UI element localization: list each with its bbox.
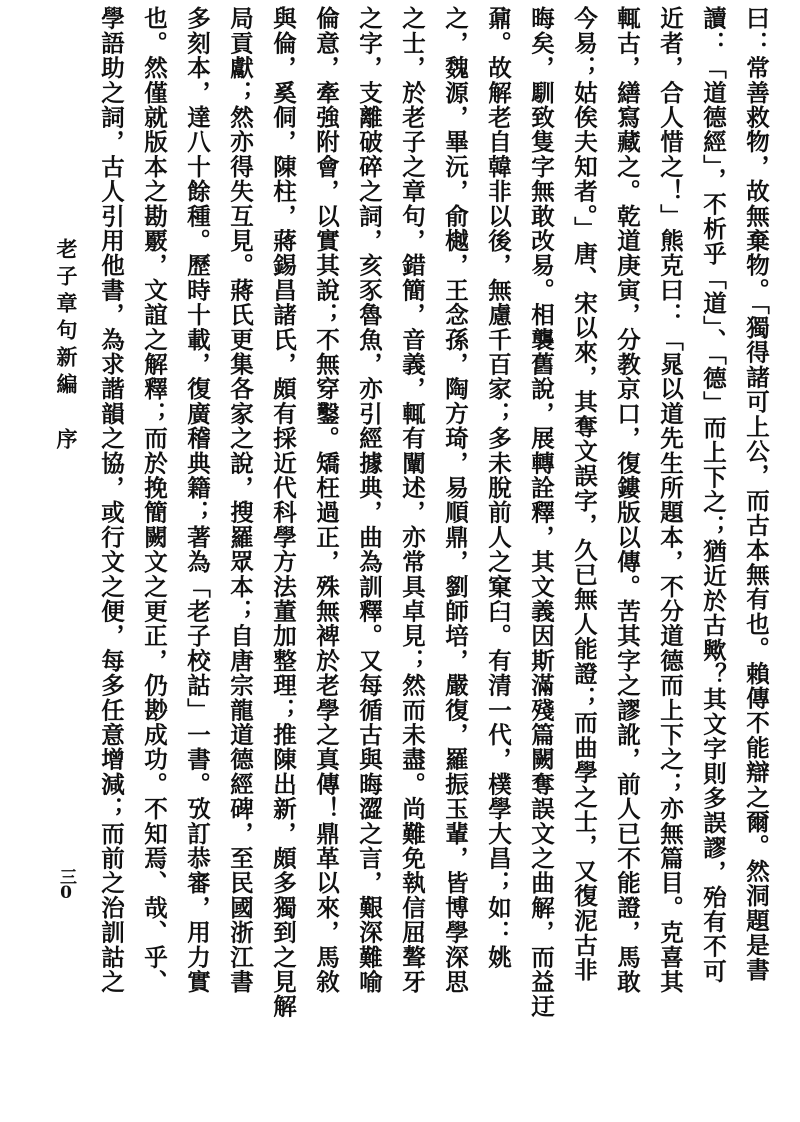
text-column: 學語助之詞，古人引用他書，為求諧韻之協，或行文之便，每多任意增減；而前之治訓詁之	[97, 6, 125, 994]
text-column: 局貢獻；然亦得失互見。蔣氏更集各家之說，搜羅眾本；自唐宗龍道德經碑，至民國浙江書	[226, 6, 254, 994]
text-column: 倫意，牽強附會，以實其說；不無穿鑿。矯枉過正，殊無裨於老學之真傳！鼎革以來，馬敘	[312, 6, 340, 994]
text-column: 曰：常善救物，故無棄物。「獨得諸可上公，而古本無有也。賴傳不能辯之爾。然洞題是書	[742, 6, 770, 983]
page-number: 三0	[56, 868, 76, 901]
text-column: 輒古，繕寫藏之。乾道庚寅，分教京口，復鏤版以傳。苦其字之謬訛，前人已不能證，馬敢	[613, 6, 641, 994]
book-title: 老子章句新編	[54, 238, 79, 400]
text-column: 今易；姑俟夫知者。」唐、宋以來，其奪文誤字，久已無人能證；而曲學之士，又復泥古非	[570, 6, 598, 983]
section-label: 序	[54, 428, 79, 449]
text-column: 之士，於老子之章句，錯簡，音義，輒有闡述，亦常具卓見；然而未盡。尚難免執信屈聱牙	[398, 6, 426, 994]
text-column: 晦矣，馴致隻字無敢改易。相襲舊說，展轉詮釋，其文義因斯滿殘篇闕奪誤文之曲解，而益迂	[527, 6, 555, 1019]
text-column: 近者，合人惜之！」熊克曰：「晁以道先生所題本，不分道德而上下之；亦無篇目。克喜其	[656, 6, 684, 994]
text-column: 鼐。故解老自韓非以後，無慮千百家；多未脫前人之窠臼。有清一代，樸學大昌；如：姚	[484, 6, 512, 970]
text-column: 讀：「道德經」，不析乎「道」、「德」而上下之；猶近於古歟？其文字則多誤謬，殆有不可	[699, 6, 727, 984]
text-column: 之字，支離破碎之詞，亥豕魯魚，亦引經據典，曲為訓釋。又每循古與晦澀之言，艱深難喻	[355, 6, 383, 994]
text-column: 之，魏源，畢沅，俞樾，王念孫，陶方琦，易順鼎，劉師培，嚴復，羅振玉輩，皆博學深思	[441, 6, 469, 994]
text-column: 與倫，奚侗，陳柱，蔣錫昌諸氏，頗有採近代科學方法董加整理；推陳出新，頗多獨到之見解	[269, 6, 297, 1019]
text-column: 也。然僅就版本之勘覈，文誼之解釋；而於挽簡闕文之更正，仍尠成功。不知焉、哉、乎、	[140, 6, 168, 994]
text-column: 多刻本，達八十餘種。歷時十載，復廣稽典籍；著為「老子校詁」一書。攷訂恭審，用力實	[183, 6, 211, 994]
